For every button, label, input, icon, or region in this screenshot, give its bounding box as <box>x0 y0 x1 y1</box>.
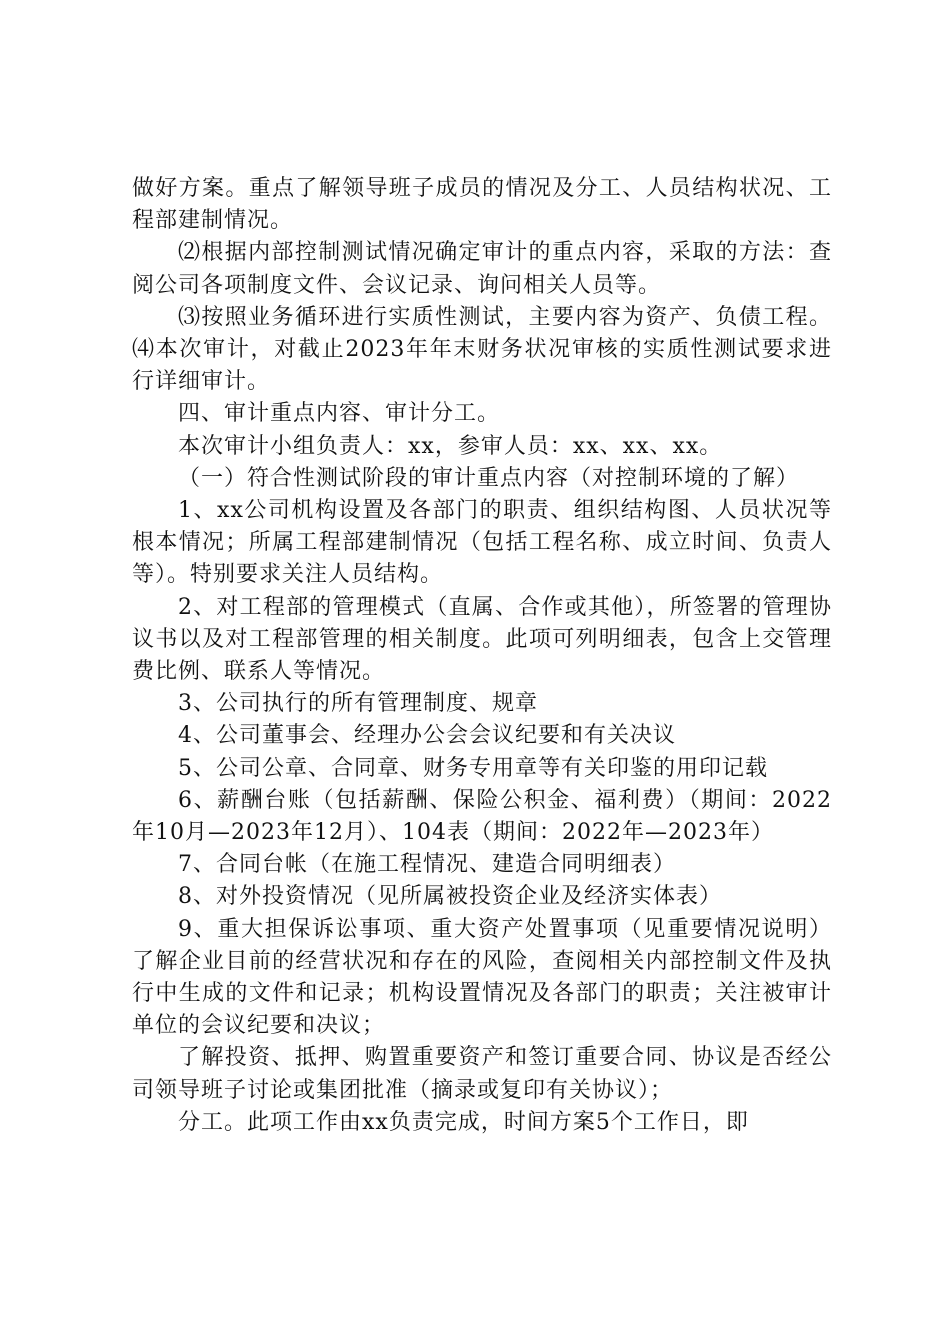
subsection-heading: （一）符合性测试阶段的审计重点内容（对控制环境的了解） <box>178 465 800 491</box>
list-item: 4、公司董事会、经理办公会会议纪要和有关决议 <box>178 723 676 749</box>
list-item: 5、公司公章、合同章、财务专用章等有关印鉴的用印记载 <box>178 755 768 781</box>
list-item: 1、xx公司机构设置及各部门的职责、组织结构图、人员状况等根本情况；所属工程部建制情况（包括工程名称、成立时间、负责人等）。特别要求关注人员结构。 <box>132 498 832 588</box>
paragraph: 分工。此项工作由xx负责完成，时间方案5个工作日，即 <box>178 1109 749 1135</box>
paragraph: ⑶按照业务循环进行实质性测试，主要内容为资产、负债工程。⑷本次审计，对截止2023年年末财务状况审核的实质性测试要求进行详细审计。 <box>132 304 832 395</box>
list-item: 6、薪酬台账（包括薪酬、保险公积金、福利费）（期间：2022年10月—2023年12月）、104表（期间：2022年—2023年） <box>132 787 832 846</box>
list-item: 9、重大担保诉讼事项、重大资产处置事项（见重要情况说明）了解企业目前的经营状况和存在的风险，查阅相关内部控制文件及执行中生成的文件和记录；机构设置情况及各部门的职责；关注被审计单位的会议纪要和决议； <box>132 916 832 1039</box>
section-heading: 四、审计重点内容、审计分工。 <box>178 401 501 427</box>
list-item: 3、公司执行的所有管理制度、规章 <box>178 691 538 717</box>
paragraph: 了解投资、抵押、购置重要资产和签订重要合同、协议是否经公司领导班子讨论或集团批准（摘录或复印有关协议）； <box>132 1045 832 1103</box>
document-body <box>132 173 832 1139</box>
list-item: 8、对外投资情况（见所属被投资企业及经济实体表） <box>178 884 722 910</box>
list-item: 7、合同台帐（在施工程情况、建造合同明细表） <box>178 852 676 878</box>
paragraph: 做好方案。重点了解领导班子成员的情况及分工、人员结构状况、工程部建制情况。 <box>132 176 832 234</box>
list-item: 2、对工程部的管理模式（直属、合作或其他），所签署的管理协议书以及对工程部管理的相关制度。此项可列明细表，包含上交管理费比例、联系人等情况。 <box>132 594 832 685</box>
paragraph: 本次审计小组负责人：xx，参审人员：xx、xx、xx。 <box>178 433 723 459</box>
paragraph: ⑵根据内部控制测试情况确定审计的重点内容，采取的方法：查阅公司各项制度文件、会议记录、询问相关人员等。 <box>132 240 832 298</box>
